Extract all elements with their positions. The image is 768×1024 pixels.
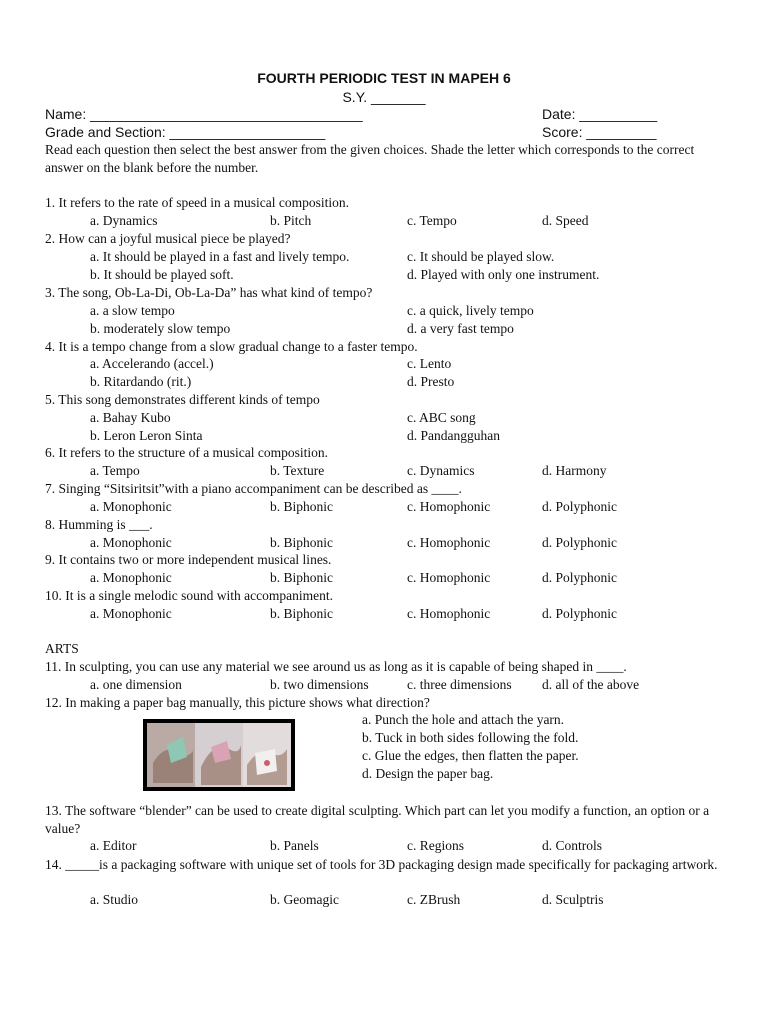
question-1: 1. It refers to the rate of speed in a musical composition. [45,195,350,210]
option-5c: c. ABC song [407,410,476,425]
date-field: Date: __________ [542,106,658,122]
option-2a: a. It should be played in a fast and lively tempo. [90,249,350,264]
option-10d: d. Polyphonic [542,606,618,621]
option-7c: c. Homophonic [407,499,491,514]
question-3: 3. The song, Ob-La-Di, Ob-La-Da” has what kind of tempo? [45,285,373,300]
option-3a: a. a slow tempo [90,303,175,318]
option-11d: d. all of the above [542,677,640,692]
question-2: 2. How can a joyful musical piece be played? [45,231,291,246]
option-6a: a. Tempo [90,463,140,478]
option-12c: c. Glue the edges, then flatten the paper. [362,748,579,763]
option-5b: b. Leron Leron Sinta [90,428,203,443]
question-6: 6. It refers to the structure of a musical composition. [45,445,329,460]
option-9d: d. Polyphonic [542,570,618,585]
option-10c: c. Homophonic [407,606,491,621]
option-3d: d. a very fast tempo [407,321,514,336]
paper-bag-photo [143,719,295,791]
option-1a: a. Dynamics [90,213,158,228]
name-field: Name: ___________________________________ [45,106,363,122]
option-14d: d. Sculptris [542,892,604,907]
option-3b: b. moderately slow tempo [90,321,231,336]
question-9: 9. It contains two or more independent musical lines. [45,552,332,567]
question-11: 11. In sculpting, you can use any material we see around us as long as it is capable of being shaped in ____. [45,659,627,674]
option-14b: b. Geomagic [270,892,339,907]
option-12b: b. Tuck in both sides following the fold. [362,730,579,745]
option-6b: b. Texture [270,463,325,478]
option-12a: a. Punch the hole and attach the yarn. [362,712,565,727]
option-4a: a. Accelerando (accel.) [90,356,214,371]
option-13c: c. Regions [407,838,464,853]
question-10: 10. It is a single melodic sound with accompaniment. [45,588,333,603]
option-1d: d. Speed [542,213,589,228]
score-field: Score: _________ [542,124,657,140]
option-9a: a. Monophonic [90,570,172,585]
option-5d: d. Pandangguhan [407,428,500,443]
option-2c: c. It should be played slow. [407,249,555,264]
question-8: 8. Humming is ___. [45,517,153,532]
option-4d: d. Presto [407,374,455,389]
paper-bag-photo-drawing [147,723,291,787]
option-1c: c. Tempo [407,213,457,228]
option-2d: d. Played with only one instrument. [407,267,600,282]
option-8a: a. Monophonic [90,535,172,550]
option-5a: a. Bahay Kubo [90,410,171,425]
option-13a: a. Editor [90,838,137,853]
option-4b: b. Ritardando (rit.) [90,374,192,389]
option-8c: c. Homophonic [407,535,491,550]
option-3c: c. a quick, lively tempo [407,303,534,318]
school-year-field: S.Y. _______ [342,89,426,105]
question-5: 5. This song demonstrates different kinds of tempo [45,392,320,407]
option-14c: c. ZBrush [407,892,461,907]
option-6d: d. Harmony [542,463,607,478]
question-14: 14. _____is a packaging software with unique set of tools for 3D packaging design made specifically for packaging artwork. [45,857,718,872]
option-7b: b. Biphonic [270,499,333,514]
option-1b: b. Pitch [270,213,312,228]
question-12: 12. In making a paper bag manually, this picture shows what direction? [45,695,430,710]
option-8d: d. Polyphonic [542,535,618,550]
option-11c: c. three dimensions [407,677,512,692]
test-title: FOURTH PERIODIC TEST IN MAPEH 6 [257,70,511,86]
option-7a: a. Monophonic [90,499,172,514]
option-12d: d. Design the paper bag. [362,766,494,781]
option-11b: b. two dimensions [270,677,369,692]
option-4c: c. Lento [407,356,452,371]
option-14a: a. Studio [90,892,139,907]
option-7d: d. Polyphonic [542,499,618,514]
option-10b: b. Biphonic [270,606,333,621]
option-6c: c. Dynamics [407,463,475,478]
grade-section-field: Grade and Section: ____________________ [45,124,326,140]
option-13b: b. Panels [270,838,319,853]
option-9c: c. Homophonic [407,570,491,585]
option-13d: d. Controls [542,838,603,853]
question-4: 4. It is a tempo change from a slow gradual change to a faster tempo. [45,339,418,354]
option-9b: b. Biphonic [270,570,333,585]
question-13: 13. The software “blender” can be used to create digital sculpting. Which part can let you modify a function, an option or a value? [45,803,710,836]
option-11a: a. one dimension [90,677,182,692]
instructions: Read each question then select the best answer from the given choices. Shade the letter which corresponds to the correct answer on the blank before the number. [45,142,695,175]
option-10a: a. Monophonic [90,606,172,621]
option-8b: b. Biphonic [270,535,333,550]
arts-heading: ARTS [45,641,79,656]
question-7: 7. Singing “Sitsiritsit”with a piano accompaniment can be described as ____. [45,481,462,496]
option-2b: b. It should be played soft. [90,267,234,282]
